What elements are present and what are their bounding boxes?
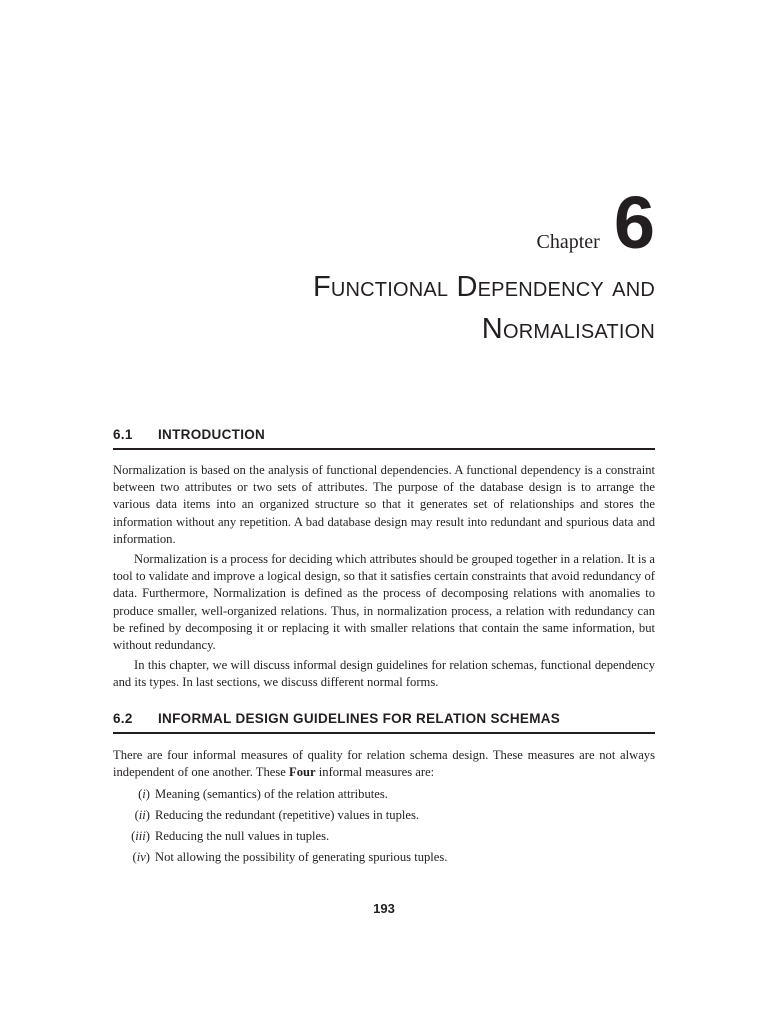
paragraph: Normalization is a process for deciding which attributes should be grouped together in a relation. It is a tool to validate and improve a logical design, so that it satisfies certain constraints that avoid redundancy of data. Furthermore, Normalization is defined as the process of decomposing relations with anomalies to produce smaller, well-organized relations. Thus, in normalization process, a relation with redundancy can be refined by decomposing it or replacing it with smaller relations that contain the same information, but without redundancy.: [113, 552, 655, 653]
guidelines-body: [113, 747, 655, 868]
intro-bold-text: Four: [289, 765, 316, 780]
list-item: [113, 805, 655, 826]
paragraph: [113, 747, 655, 781]
chapter-number: 6: [613, 181, 655, 264]
introduction-body: [113, 462, 655, 695]
section-title: INFORMAL DESIGN GUIDELINES FOR RELATION SCHEMAS: [158, 711, 561, 726]
chapter-title-line-2: Normalisation: [481, 313, 655, 345]
chapter-title-line-1: Functional Dependency and: [312, 271, 655, 303]
intro-text: There are four informal measures of quality for relation schema design. These measures are not always independent of one another. These: [113, 748, 655, 780]
list-marker: (ii): [134, 808, 150, 823]
list-marker: (i): [138, 787, 150, 802]
section-heading-introduction: [113, 427, 655, 450]
measures-list: [113, 784, 655, 868]
list-item-text: Reducing the null values in tuples.: [155, 829, 330, 844]
list-marker: (iv): [132, 850, 150, 865]
section-title: INTRODUCTION: [158, 427, 266, 442]
chapter-label-row: [536, 181, 655, 264]
section-heading-design-guidelines: [113, 711, 655, 734]
paragraph: Normalization is based on the analysis of functional dependencies. A functional dependency is a constraint between two attributes or two sets of attributes. The purpose of the database design is to arrange the various data items into an organized structure so that it generates set of relationships and stores the information without any repetition. A bad database design may result into redundant and spurious data and information.: [113, 463, 655, 546]
chapter-title: [135, 266, 655, 350]
intro-text: informal measures are:: [315, 765, 435, 780]
section-number: 6.1: [113, 427, 133, 442]
chapter-word: Chapter: [536, 231, 600, 253]
paragraph: In this chapter, we will discuss informal design guidelines for relation schemas, functional dependency and its types. In last sections, we discuss different normal forms.: [113, 658, 655, 690]
list-item-text: Reducing the redundant (repetitive) values in tuples.: [155, 808, 420, 823]
list-item: [113, 847, 655, 868]
list-item: [113, 826, 655, 847]
list-item-text: Meaning (semantics) of the relation attributes.: [155, 787, 388, 802]
list-marker: (iii): [131, 829, 150, 844]
list-item-text: Not allowing the possibility of generating spurious tuples.: [155, 850, 448, 865]
list-item: [113, 784, 655, 805]
page-number: 193: [373, 901, 395, 916]
section-number: 6.2: [113, 711, 133, 726]
